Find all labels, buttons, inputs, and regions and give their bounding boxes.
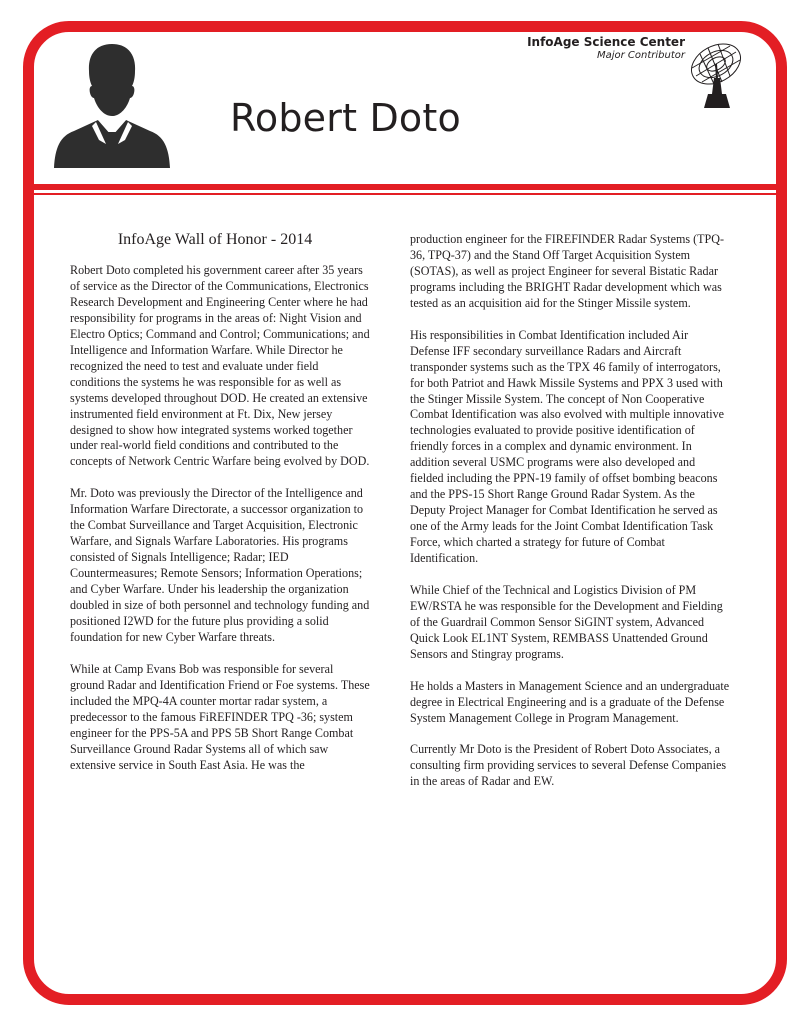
article-left-column	[70, 230, 370, 789]
person-name: Robert Doto	[230, 96, 461, 140]
paragraph: While Chief of the Technical and Logistics Division of PM EW/RSTA he was responsible for the Development and Fielding of the Guardrail Common Sensor SiGINT system, Advanced Quick Look EL1NT System, REMBASS Unattended Ground Sensors and Stingray programs.	[410, 582, 723, 661]
contributor-role: Major Contributor	[596, 50, 685, 61]
header-divider-thin	[28, 193, 782, 195]
radar-dish-icon	[686, 38, 750, 110]
paragraph: His responsibilities in Combat Identification included Air Defense IFF secondary surveillance Radars and Aircraft transponder systems such as the TPX 46 family of interrogators, for both Patriot and Hawk Missile Systems and PPX 3 used with the Stinger Missile System. The concept of Non Cooperative Combat Identification was also evolved with multiple innovative technologies evaluated to provide positive identification of friendly forces in a complex and dynamic environment. In addition several USMC programs were also developed and fielded including the PPN-19 family of offset bombing beacons and the PPS-15 Short Range Ground Radar System. As the Deputy Project Manager for Combat Identification he served as one of the Army leads for the Joint Combat Identification Task Force, which charted a strategy for future of Combat Identification.	[410, 327, 725, 566]
person-silhouette-icon	[52, 40, 172, 168]
paragraph: Robert Doto completed his government career after 35 years of service as the Director of the Communications, Electronics Research Development and Engineering Center where he had responsibility for programs in the areas of: Night Vision and Electro Optics; Command and Control; Communications; and Intelligence and Information Warfare. While Director he recognized the need to test and evaluate under field conditions the systems he was responsible for as well as systems developed throughout DOD. He created an extensive instrumented field environment at Ft. Dix, New jersey designed to show how integrated systems worked together under real-world field conditions and contributed to the concepts of Network Centric Warfare being evolved by DOD.	[70, 263, 370, 469]
header-divider-thick	[28, 184, 782, 190]
article-right-column	[410, 232, 730, 806]
paragraph: While at Camp Evans Bob was responsible for several ground Radar and Identification Friend or Foe systems. These included the MPQ-4A counter mortar radar system, a predecessor to the famous FiREFINDER TPQ -36; system engineer for the PPS-5A and PPS 5B Short Range Combat Surveillance Ground Radar Systems all of which saw extensive service in South East Asia. He was the	[70, 661, 370, 772]
paragraph: He holds a Masters in Management Science and an undergraduate degree in Electrical Engineering and is a graduate of the Defense System Management College in Program Management.	[410, 678, 730, 725]
paragraph: Currently Mr Doto is the President of Robert Doto Associates, a consulting firm providing services to several Defense Companies in the areas of Radar and EW.	[410, 742, 727, 789]
organization-name: InfoAge Science Center	[527, 35, 685, 49]
organization-credit	[527, 35, 685, 61]
paragraph: Mr. Doto was previously the Director of the Intelligence and Information Warfare Directorate, a successor organization to the Combat Surveillance and Target Acquisition, Electronic Warfare, and Signals Warfare Laboratories. His programs consisted of Signals Intelligence; Radar; IED Countermeasures; Remote Sensors; Information Operations; and Cyber Warfare. Under his leadership the organization doubled in size of both personnel and technology funding and positioned I2WD for the future plus providing a solid foundation for new Cyber Warfare threats.	[70, 486, 370, 644]
article-title: InfoAge Wall of Honor - 2014	[117, 231, 313, 248]
paragraph: production engineer for the FIREFINDER Radar Systems (TPQ-36, TPQ-37) and the Stand Off Target Acquisition System (SOTAS), as well as project Engineer for several Bistatic Radar programs including the BRIGHT Radar development which was tested as an acquisition aid for the Stinger Missile system.	[410, 232, 725, 310]
